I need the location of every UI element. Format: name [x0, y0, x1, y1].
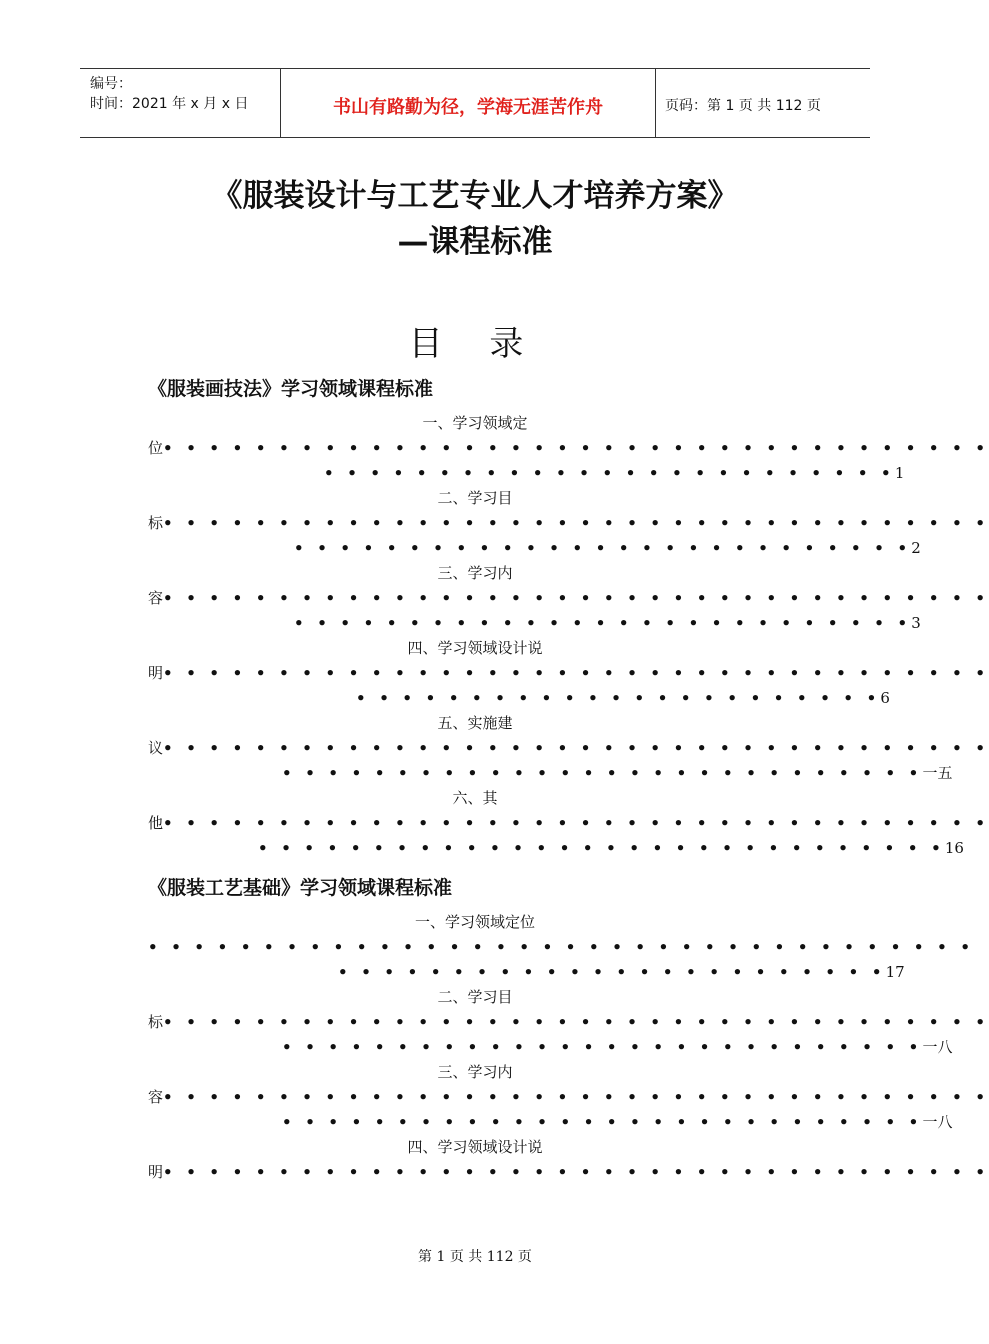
- document-title-line1: 《服装设计与工艺专业人才培养方案》: [211, 178, 739, 214]
- dot-leader: • • • • • • • • • • • • • • • • • • • • • • • • • • • • • • • • • • • •: [163, 739, 989, 757]
- dot-leader: • • • • • • • • • • • • • • • • • • • • • • • • • • • • • • • • • • • •: [163, 1163, 989, 1181]
- toc-entry-page-line: [258, 838, 964, 858]
- toc-entry-heading: 一、学习领域定: [422, 414, 528, 432]
- toc-entry-page-line: [324, 463, 904, 483]
- dot-leader: • • • • • • • • • • • • • • • • • • • • • • • • • • • • • • • • • • • •: [163, 664, 989, 682]
- dot-leader: • • • • • • • • • • • • • • • • • • • • • • • • • • •: [294, 539, 912, 557]
- toc-entry-page-line: [282, 1037, 952, 1057]
- document-title-line2: —课程标准: [397, 224, 553, 260]
- toc-section-title: 《服装工艺基础》学习领域课程标准: [148, 877, 453, 899]
- toc-entry-page-number: 6: [880, 689, 890, 707]
- dot-leader: • • • • • • • • • • • • • • • • • • • • • • • • • • • •: [282, 1113, 923, 1131]
- toc-entry-leader-line: [148, 1012, 989, 1032]
- toc-entry-heading: 六、其: [452, 789, 498, 807]
- toc-entry-heading: 三、学习内: [437, 1063, 513, 1081]
- toc-entry-page-number: 16: [944, 839, 964, 857]
- toc-entry-page-line: [294, 538, 921, 558]
- toc-entry-tail: 容: [148, 1088, 164, 1106]
- toc-entry-page-number: 一五: [922, 764, 953, 782]
- document-header: [80, 68, 870, 138]
- toc-entry-page-number: 2: [911, 539, 921, 557]
- dot-leader: • • • • • • • • • • • • • • • • • • • • • • • • • • • • • •: [258, 839, 945, 857]
- motto-text: 书山有路勤为径，学海无涯苦作舟: [333, 97, 603, 118]
- time-label: 时间：2021 年 x 月 x 日: [90, 96, 249, 112]
- dot-leader: • • • • • • • • • • • • • • • • • • • • • • • • • • • • • • • • • • • •: [163, 439, 989, 457]
- page-footer: 第 1 页 共 112 页: [418, 1249, 532, 1265]
- dot-leader: • • • • • • • • • • • • • • • • • • • • • • • • • • • •: [282, 1038, 923, 1056]
- dot-leader: • • • • • • • • • • • • • • • • • • • • • • • • • • • • • • • • • • • •: [163, 589, 989, 607]
- dot-leader: • • • • • • • • • • • • • • • • • • • • • • •: [356, 689, 881, 707]
- toc-entry-heading: 三、学习内: [437, 564, 513, 582]
- toc-entry-leader-line: [148, 738, 989, 758]
- dot-leader: • • • • • • • • • • • • • • • • • • • • • • • • • • • • • • • • • • • •: [163, 1088, 989, 1106]
- toc-entry-tail: 明: [148, 1163, 164, 1181]
- toc-entry-page-line: [356, 688, 890, 708]
- toc-entry-page-line: [282, 1112, 952, 1132]
- header-meta-cell: [80, 69, 280, 137]
- toc-entry-page-number: 1: [894, 464, 905, 482]
- toc-entry-page-line: [282, 763, 952, 783]
- dot-leader: • • • • • • • • • • • • • • • • • • • • • • • • •: [324, 464, 895, 482]
- number-label: 编号：: [90, 76, 132, 92]
- dot-leader: • • • • • • • • • • • • • • • • • • • • • • • • • • • • • • • • • • • •: [163, 1013, 989, 1031]
- toc-entry-heading: 五、实施建: [437, 714, 513, 732]
- toc-entry-leader-line: [148, 1087, 989, 1107]
- toc-entry-heading: 二、学习目: [437, 489, 513, 507]
- dot-leader: • • • • • • • • • • • • • • • • • • • • • • • • • • • • • • • • • • • •: [163, 514, 989, 532]
- toc-entry-leader-line: [148, 513, 989, 533]
- toc-entry-leader-line: [148, 813, 989, 833]
- toc-heading: 目 录: [408, 324, 542, 364]
- dot-leader: • • • • • • • • • • • • • • • • • • • • • • • • • • • • • • • • • • • •: [163, 814, 989, 832]
- toc-entry-tail: 标: [148, 1013, 164, 1031]
- toc-entry-leader-line: [148, 937, 975, 957]
- toc-entry-leader-line: [148, 663, 989, 683]
- toc-entry-page-number: 一八: [922, 1113, 953, 1131]
- toc-entry-heading: 四、学习领域设计说: [407, 639, 543, 657]
- page-info: 页码：第 1 页 共 112 页: [665, 98, 821, 114]
- header-page-cell: [655, 69, 870, 137]
- toc-entry-tail: 位: [148, 439, 164, 457]
- toc-entry-page-number: 17: [885, 963, 905, 981]
- dot-leader: • • • • • • • • • • • • • • • • • • • • • • • •: [338, 963, 886, 981]
- toc-entry-heading: 一、学习领域定位: [414, 913, 535, 931]
- toc-entry-tail: 标: [148, 514, 164, 532]
- toc-entry-page-number: 一八: [922, 1038, 953, 1056]
- toc-entry-tail: 容: [148, 589, 164, 607]
- dot-leader: • • • • • • • • • • • • • • • • • • • • • • • • • • • •: [282, 764, 923, 782]
- toc-entry-tail: 议: [148, 739, 164, 757]
- dot-leader: • • • • • • • • • • • • • • • • • • • • • • • • • • • • • • • • • • • •: [148, 938, 975, 956]
- header-motto-cell: [280, 69, 656, 137]
- toc-entry-heading: 四、学习领域设计说: [407, 1138, 543, 1156]
- toc-entry-page-line: [338, 962, 905, 982]
- toc-entry-heading: 二、学习目: [437, 988, 513, 1006]
- toc-entry-page-number: 3: [911, 614, 921, 632]
- toc-entry-page-line: [294, 613, 921, 633]
- toc-entry-leader-line: [148, 438, 989, 458]
- dot-leader: • • • • • • • • • • • • • • • • • • • • • • • • • • •: [294, 614, 912, 632]
- toc-entry-tail: 明: [148, 664, 164, 682]
- toc-entry-leader-line: [148, 1162, 989, 1182]
- toc-section-title: 《服装画技法》学习领域课程标准: [148, 378, 434, 400]
- toc-entry-leader-line: [148, 588, 989, 608]
- toc-entry-tail: 他: [148, 814, 164, 832]
